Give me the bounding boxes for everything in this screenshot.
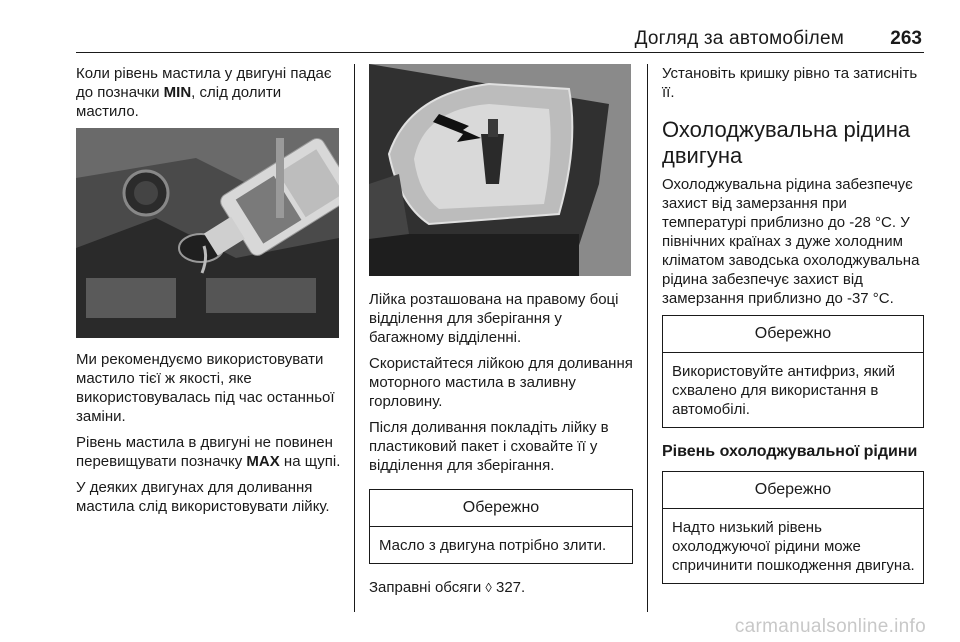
column-divider	[647, 64, 648, 612]
paragraph: Рівень мастила в двигуні не повинен перевищувати позначку MAX на щупі.	[76, 434, 341, 470]
page-title: Догляд за автомобілем	[634, 28, 844, 49]
header-rule	[76, 52, 924, 53]
warning-box	[662, 471, 924, 584]
warning-text: Масло з двигуна потрібно злити.	[379, 537, 607, 554]
paragraph: Коли рівень мастила у двигуні падає до позначки MIN, слід долити мастило.	[76, 65, 332, 120]
paragraph: У деяких двигунах для доливання мастила слід використовувати лійку.	[76, 479, 330, 515]
funnel-storage-photo	[369, 64, 631, 276]
paragraph: Заправні обсяги ◊ 327.	[369, 579, 526, 596]
reference-arrow-icon: ◊	[485, 580, 492, 595]
funnel-storage-illustration	[369, 64, 631, 276]
paragraph: Ми рекомендуємо використовувати мастило тієї ж якості, яке використовувалась під час останньої заміни.	[76, 351, 335, 425]
column-3	[662, 64, 924, 598]
min-mark: MIN	[163, 84, 192, 101]
warning-text: Надто низький рівень охолоджуючої рідини може спричинити пошкодження двигуна.	[672, 519, 915, 574]
paragraph: Скористайтеся лійкою для доливання моторного мастила в заливну горловину.	[369, 355, 633, 410]
engine-oil-photo	[76, 128, 339, 338]
warning-title: Обережно	[370, 490, 632, 527]
warning-title: Обережно	[663, 316, 923, 353]
warning-box	[369, 489, 633, 564]
page-reference-link[interactable]: 327.	[491, 579, 526, 596]
warning-text: Використовуйте антифриз, який схвалено для використання в автомобілі.	[672, 363, 896, 418]
max-mark: MAX	[246, 453, 280, 470]
page-header	[76, 28, 924, 52]
paragraph: Лійка розташована на правому боці відділення для зберігання у багажному відділенні.	[369, 291, 619, 346]
warning-box	[662, 315, 924, 428]
column-1	[76, 64, 344, 523]
subsection-heading: Рівень охолоджувальної рідини	[662, 443, 918, 460]
column-2	[369, 64, 633, 604]
column-divider	[354, 64, 355, 612]
page-number: 263	[890, 28, 922, 49]
paragraph: Після доливання покладіть лійку в пластиковий пакет і сховайте її у відділення для зберігання.	[369, 419, 609, 474]
paragraph: Установіть кришку рівно та затисніть її.	[662, 65, 918, 101]
warning-title: Обережно	[663, 472, 923, 509]
section-heading: Охолоджувальна рідина двигуна	[662, 117, 911, 168]
paragraph: Охолоджувальна рідина забезпечує захист від замерзання при температурі приблизно до -28 °C. У північних країнах з дуже холодним кліматом заводська охолоджувальна рідина забезпечує захист від замерзання приблизно до -37 °C.	[662, 176, 920, 307]
engine-oil-illustration	[76, 128, 339, 338]
watermark: carmanualsonline.info	[734, 616, 926, 637]
